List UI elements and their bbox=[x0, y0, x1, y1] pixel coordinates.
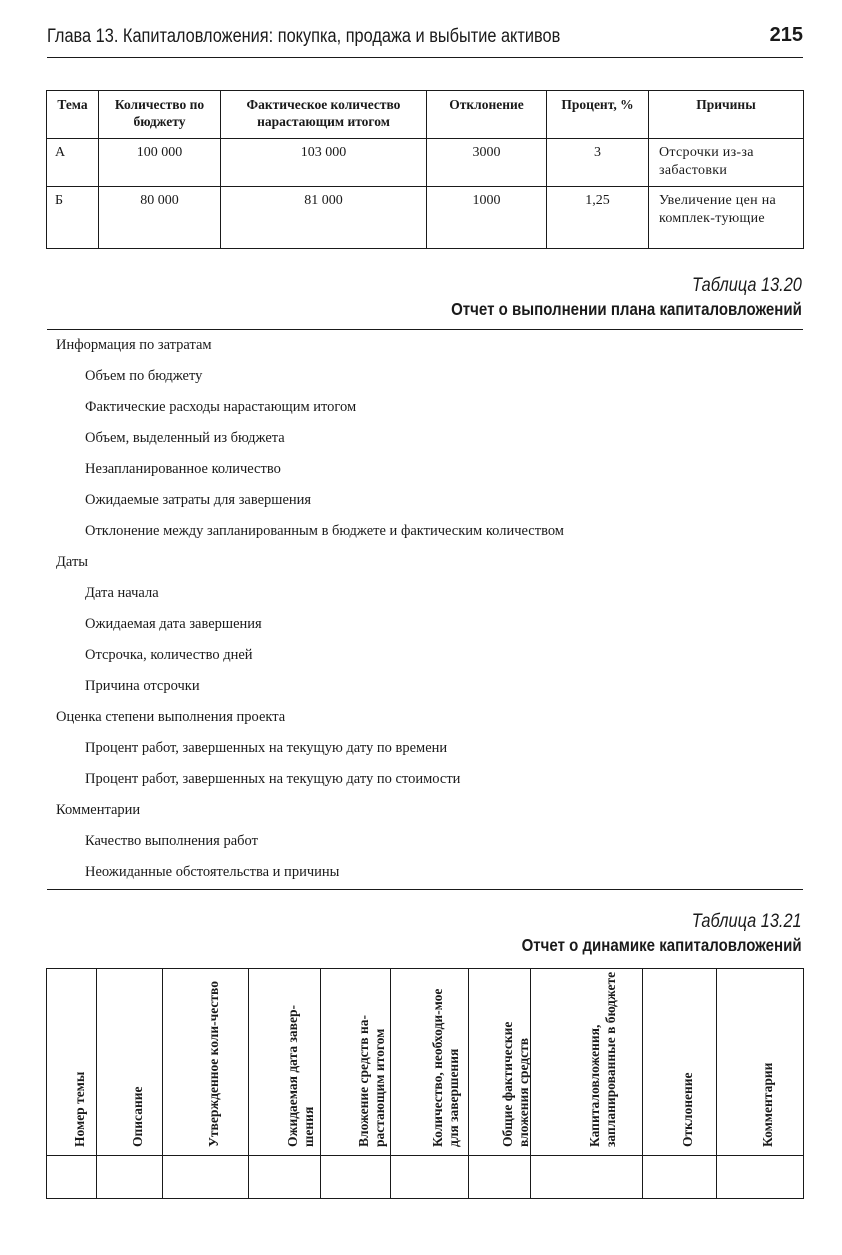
header-label: Капиталовложения, запланированные в бюджете bbox=[586, 971, 618, 1147]
list-item: Отклонение между запланированным в бюджете и фактическим количеством bbox=[85, 523, 564, 539]
cell-reason: Увеличение цен на комплек-тующие bbox=[649, 187, 804, 249]
header-label: Количество, необходи-мое для завершения bbox=[429, 988, 461, 1147]
list-item: Дата начала bbox=[85, 585, 159, 601]
table-header-row bbox=[47, 969, 804, 1156]
table-cell bbox=[97, 1156, 163, 1199]
page-header bbox=[47, 22, 803, 56]
group-label: Комментарии bbox=[56, 802, 141, 818]
investment-dynamics-table bbox=[46, 968, 804, 1199]
list-item: Процент работ, завершенных на текущую дату по времени bbox=[85, 740, 448, 756]
list-item: Незапланированное количество bbox=[85, 461, 281, 477]
table-cell bbox=[47, 1156, 97, 1199]
table-cell bbox=[321, 1156, 391, 1199]
table-cell bbox=[643, 1156, 717, 1199]
report-items-list bbox=[47, 333, 803, 891]
table-title: Отчет о динамике капиталовложений bbox=[521, 935, 802, 955]
header-label: Общие фактические вложения средств bbox=[499, 1021, 531, 1147]
list-item: Неожиданные обстоятельства и причины bbox=[85, 864, 340, 880]
table-bottom-rule bbox=[47, 889, 803, 890]
variance-table bbox=[46, 90, 804, 249]
col-header-variance bbox=[643, 969, 717, 1156]
table-cell bbox=[469, 1156, 531, 1199]
col-header-comments bbox=[717, 969, 804, 1156]
cell-percent: 1,25 bbox=[547, 187, 649, 249]
group-label: Оценка степени выполнения проекта bbox=[56, 709, 286, 725]
header-label: Комментарии bbox=[760, 1062, 775, 1147]
header-label: Номер темы bbox=[71, 1071, 87, 1147]
list-item: Качество выполнения работ bbox=[85, 833, 258, 849]
header-label: Ожидаемая дата завер-шения bbox=[284, 1005, 316, 1147]
table-cell bbox=[391, 1156, 469, 1199]
list-item: Объем, выделенный из бюджета bbox=[85, 430, 285, 446]
chapter-title: Глава 13. Капиталовложения: покупка, продажа и выбытие активов bbox=[47, 26, 561, 47]
cell-variance: 3000 bbox=[427, 139, 547, 187]
col-header-total-actual bbox=[469, 969, 531, 1156]
header-label: Описание bbox=[129, 1086, 145, 1147]
col-header-budgeted-investment bbox=[531, 969, 643, 1156]
cell-actual-qty: 103 000 bbox=[221, 139, 427, 187]
list-item: Ожидаемая дата завершения bbox=[85, 616, 262, 632]
cell-percent: 3 bbox=[547, 139, 649, 187]
table-top-rule bbox=[47, 329, 803, 330]
group-label: Информация по затратам bbox=[56, 337, 212, 353]
col-header-approved-qty bbox=[163, 969, 249, 1156]
col-header-expected-date bbox=[249, 969, 321, 1156]
cell-actual-qty: 81 000 bbox=[221, 187, 427, 249]
col-header-actual-qty: Фактическое количество нарастающим итогом bbox=[221, 91, 427, 139]
table-row bbox=[47, 139, 804, 187]
col-header-topic-number bbox=[47, 969, 97, 1156]
group-label: Даты bbox=[56, 554, 89, 570]
page-number: 215 bbox=[769, 24, 803, 46]
col-header-budget-qty: Количество по бюджету bbox=[99, 91, 221, 139]
list-item: Ожидаемые затраты для завершения bbox=[85, 492, 312, 508]
cell-variance: 1000 bbox=[427, 187, 547, 249]
col-header-variance: Отклонение bbox=[427, 91, 547, 139]
table-number: Таблица 13.20 bbox=[692, 275, 802, 296]
cell-budget-qty: 80 000 bbox=[99, 187, 221, 249]
cell-reason: Отсрочки из-за забастовки bbox=[649, 139, 804, 187]
table-title: Отчет о выполнении плана капиталовложений bbox=[451, 299, 802, 319]
col-header-qty-to-complete bbox=[391, 969, 469, 1156]
col-header-topic: Тема bbox=[47, 91, 99, 139]
list-item: Фактические расходы нарастающим итогом bbox=[85, 399, 357, 415]
list-item: Процент работ, завершенных на текущую дату по стоимости bbox=[85, 771, 461, 787]
table-header-row bbox=[47, 91, 804, 139]
col-header-description bbox=[97, 969, 163, 1156]
col-header-cumulative-investment bbox=[321, 969, 391, 1156]
table-cell bbox=[163, 1156, 249, 1199]
table-cell bbox=[249, 1156, 321, 1199]
table-number: Таблица 13.21 bbox=[692, 911, 802, 932]
table-row bbox=[47, 1156, 804, 1199]
header-label: Утвержденное коли-чество bbox=[205, 981, 221, 1147]
table-row bbox=[47, 187, 804, 249]
header-rule bbox=[47, 57, 803, 58]
col-header-percent: Процент, % bbox=[547, 91, 649, 139]
table-cell bbox=[717, 1156, 804, 1199]
cell-topic: А bbox=[47, 139, 99, 187]
list-item: Причина отсрочки bbox=[85, 678, 200, 694]
cell-budget-qty: 100 000 bbox=[99, 139, 221, 187]
table-13-21-caption bbox=[476, 911, 802, 956]
table-cell bbox=[531, 1156, 643, 1199]
list-item: Объем по бюджету bbox=[85, 368, 203, 384]
list-item: Отсрочка, количество дней bbox=[85, 647, 253, 663]
col-header-reasons: Причины bbox=[649, 91, 804, 139]
header-label: Вложение средств на-растающим итогом bbox=[355, 1015, 387, 1147]
table-13-20-caption bbox=[394, 275, 802, 320]
header-label: Отклонение bbox=[679, 1072, 695, 1147]
cell-topic: Б bbox=[47, 187, 99, 249]
